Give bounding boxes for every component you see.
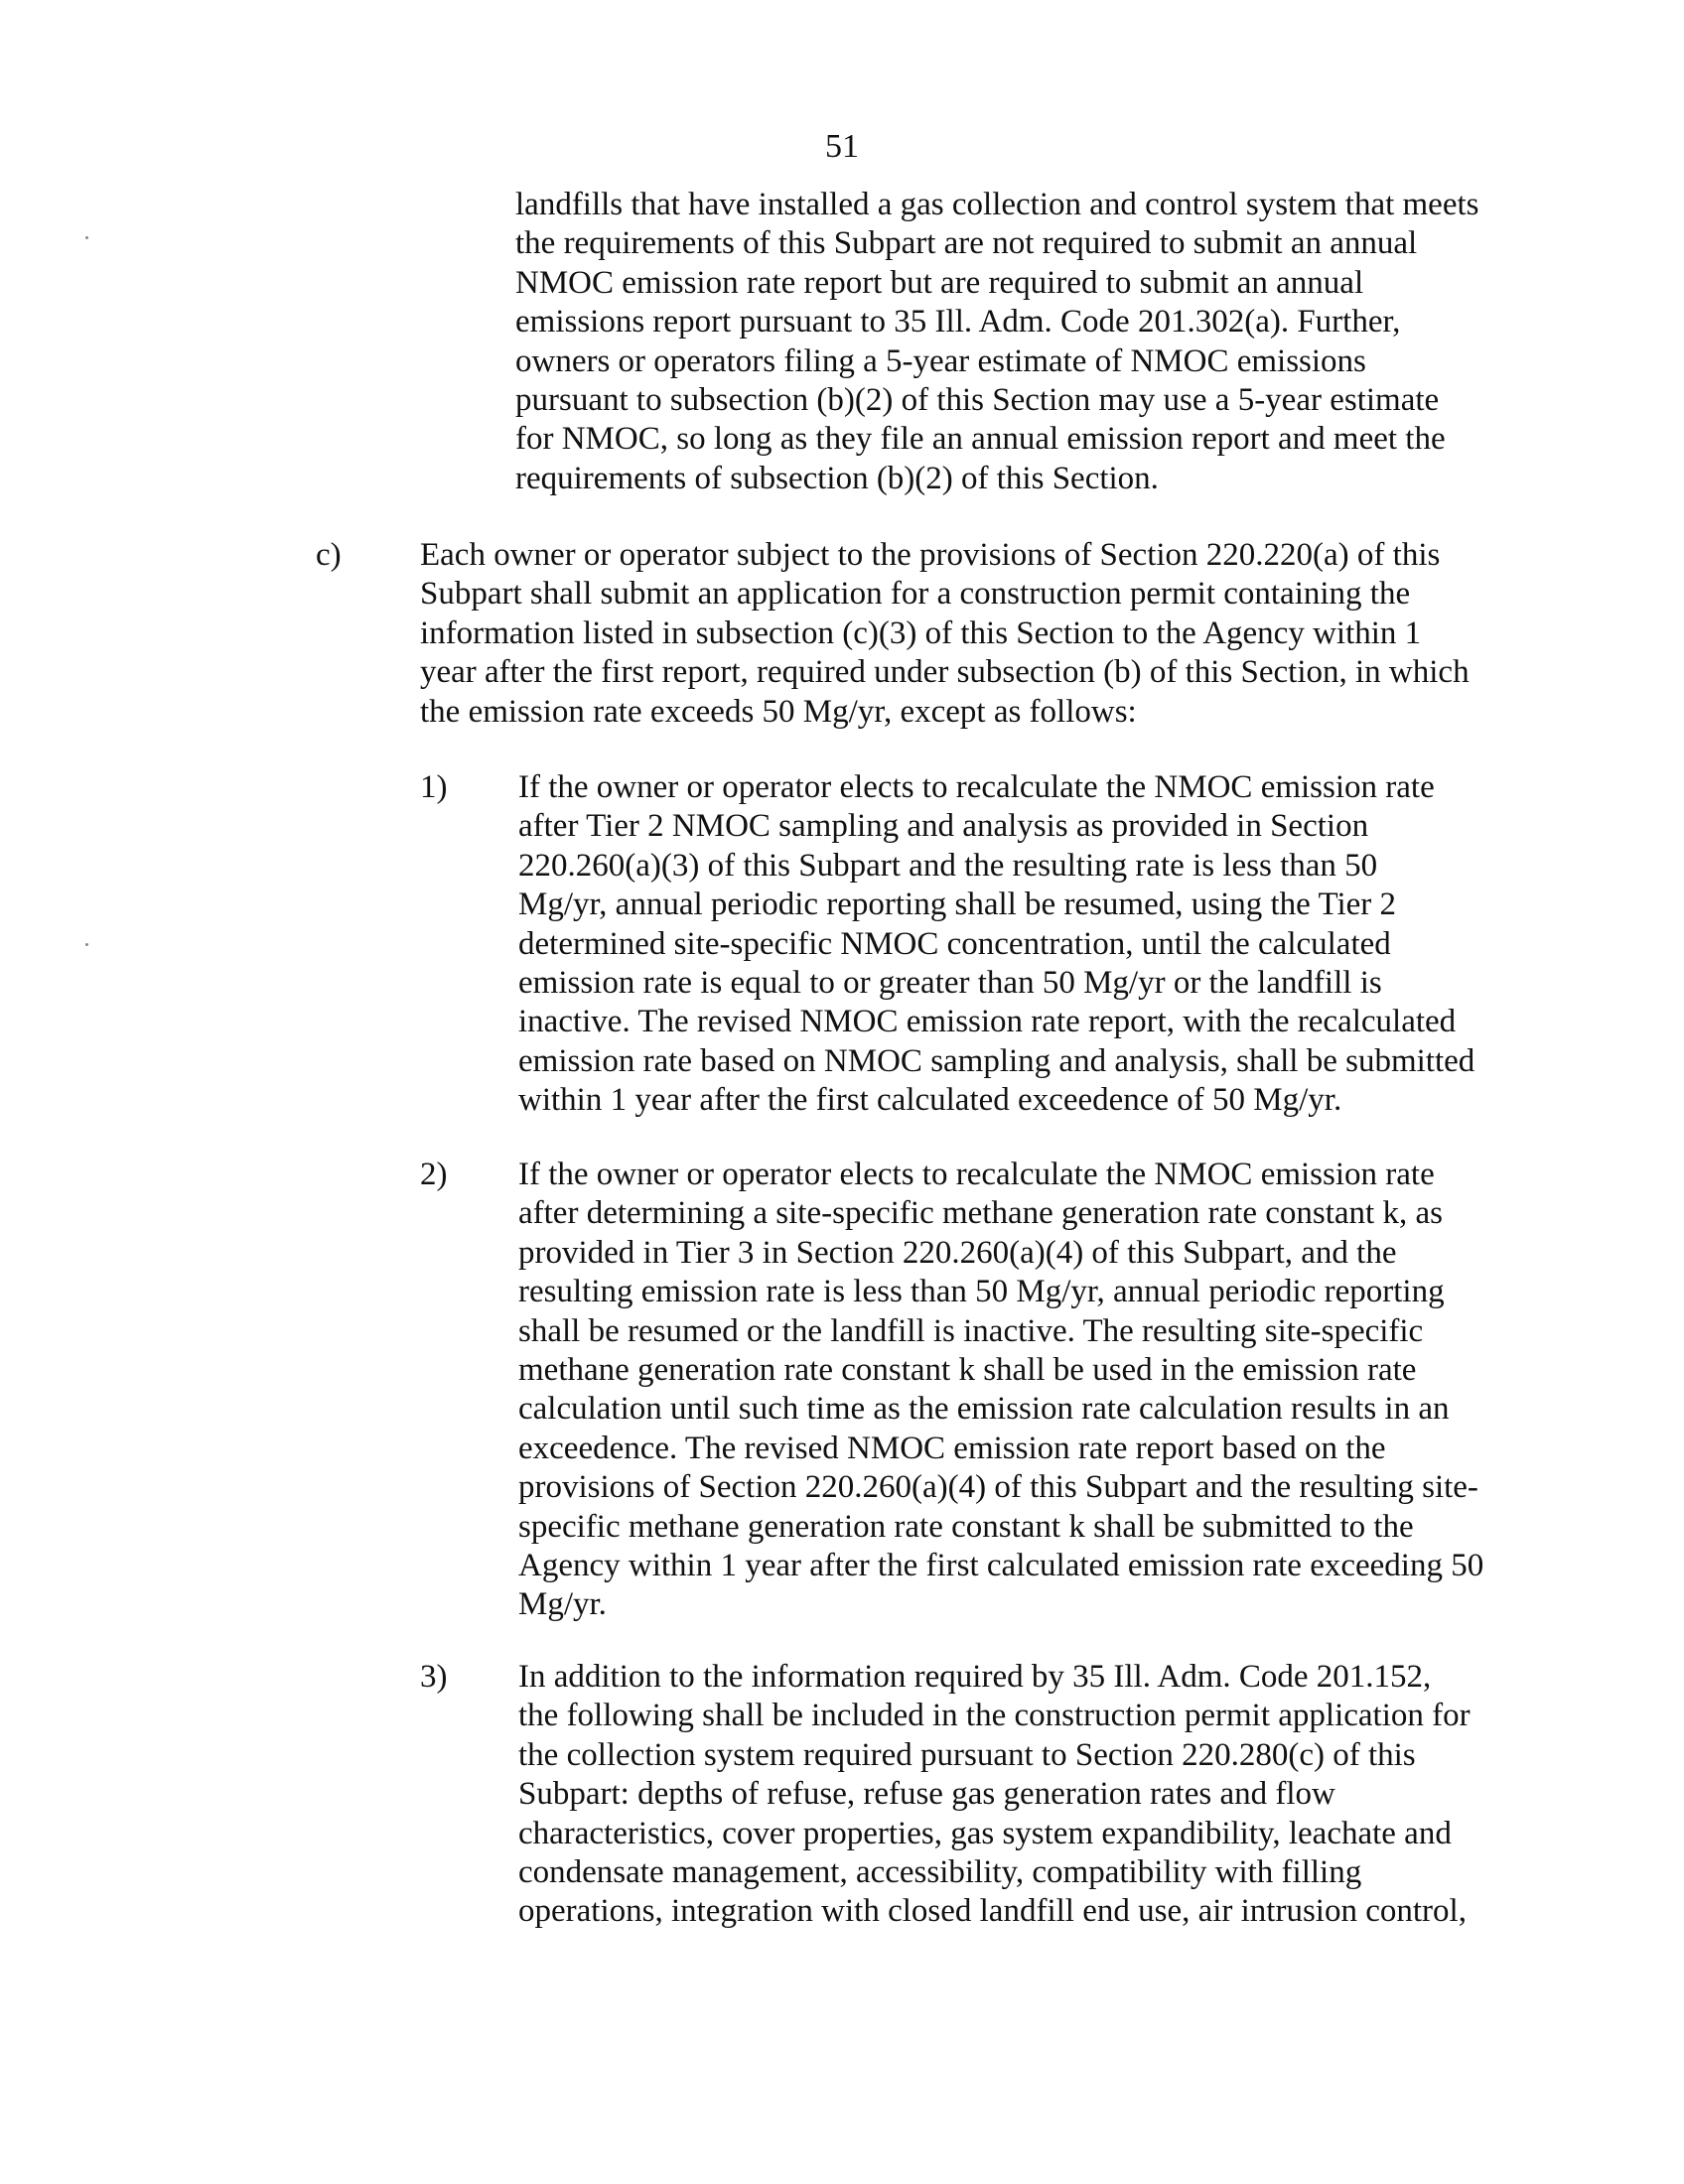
text-line: after determining a site-specific methane generation rate constant k, as: [518, 1195, 1443, 1232]
scan-speck: [85, 236, 88, 239]
text-line: NMOC emission rate report but are required to submit an annual: [515, 264, 1364, 301]
text-line: resulting emission rate is less than 50 Mg/yr, annual periodic reporting: [518, 1274, 1445, 1310]
text-line: emissions report pursuant to 35 Ill. Adm. Code 201.302(a). Further,: [515, 304, 1401, 341]
text-line: methane generation rate constant k shall be used in the emission rate: [518, 1352, 1417, 1389]
text-line: In addition to the information required by 35 Ill. Adm. Code 201.152,: [518, 1659, 1432, 1695]
scan-speck: [85, 943, 88, 946]
text-line: the requirements of this Subpart are not required to submit an annual: [515, 225, 1418, 262]
text-line: Mg/yr.: [518, 1586, 607, 1623]
text-line: operations, integration with closed landfill end use, air intrusion control,: [518, 1893, 1467, 1930]
item-3-marker: 3): [420, 1659, 448, 1695]
text-line: If the owner or operator elects to recalculate the NMOC emission rate: [518, 769, 1435, 805]
text-line: provisions of Section 220.260(a)(4) of this Subpart and the resulting site-: [518, 1469, 1478, 1506]
text-line: shall be resumed or the landfill is inactive. The resulting site-specific: [518, 1312, 1424, 1349]
section-c-paragraph: [420, 536, 1512, 732]
text-line: If the owner or operator elects to recalculate the NMOC emission rate: [518, 1157, 1435, 1192]
item-2-paragraph: [518, 1156, 1511, 1625]
text-line: after Tier 2 NMOC sampling and analysis as provided in Section: [518, 808, 1369, 845]
text-line: Subpart shall submit an application for a construction permit containing the: [420, 576, 1411, 613]
text-line: condensate management, accessibility, compatibility with filling: [518, 1854, 1362, 1891]
text-line: the emission rate exceeds 50 Mg/yr, except as follows:: [420, 693, 1137, 730]
text-line: exceedence. The revised NMOC emission rate report based on the: [518, 1430, 1386, 1466]
item-2-marker: 2): [420, 1157, 448, 1192]
text-line: characteristics, cover properties, gas system expandibility, leachate and: [518, 1815, 1452, 1851]
intro-paragraph: [515, 186, 1508, 498]
text-line: Subpart: depths of refuse, refuse gas generation rates and flow: [518, 1776, 1335, 1813]
text-line: specific methane generation rate constant k shall be submitted to the: [518, 1508, 1414, 1545]
text-line: the following shall be included in the construction permit application for: [518, 1698, 1471, 1734]
text-line: landfills that have installed a gas collection and control system that meets: [515, 187, 1479, 222]
text-line: year after the first report, required under subsection (b) of this Section, in which: [420, 654, 1470, 691]
text-line: pursuant to subsection (b)(2) of this Section may use a 5-year estimate: [515, 382, 1440, 419]
item-1-paragraph: [518, 768, 1511, 1121]
text-line: information listed in subsection (c)(3) of this Section to the Agency within 1: [420, 614, 1422, 651]
text-line: emission rate is equal to or greater than 50 Mg/yr or the landfill is: [518, 965, 1382, 1002]
item-3-paragraph: [518, 1658, 1511, 1932]
text-line: for NMOC, so long as they file an annual emission report and meet the: [515, 421, 1446, 458]
text-line: inactive. The revised NMOC emission rate report, with the recalculated: [518, 1004, 1457, 1040]
text-line: owners or operators filing a 5-year estimate of NMOC emissions: [515, 342, 1366, 379]
text-line: provided in Tier 3 in Section 220.260(a)(4) of this Subpart, and the: [518, 1234, 1397, 1271]
page-number: 51: [825, 128, 859, 165]
text-line: the collection system required pursuant to Section 220.280(c) of this: [518, 1736, 1416, 1773]
text-line: emission rate based on NMOC sampling and analysis, shall be submitted: [518, 1042, 1475, 1079]
text-line: within 1 year after the first calculated exceedence of 50 Mg/yr.: [518, 1082, 1342, 1119]
text-line: Agency within 1 year after the first calculated emission rate exceeding 50: [518, 1548, 1484, 1584]
text-line: determined site-specific NMOC concentration, until the calculated: [518, 925, 1391, 962]
text-line: calculation until such time as the emission rate calculation results in an: [518, 1391, 1450, 1428]
text-line: requirements of subsection (b)(2) of this Section.: [515, 460, 1159, 496]
text-line: 220.260(a)(3) of this Subpart and the resulting rate is less than 50: [518, 847, 1378, 884]
section-c-marker: c): [316, 537, 342, 573]
item-1-marker: 1): [420, 769, 448, 805]
text-line: Mg/yr, annual periodic reporting shall be resumed, using the Tier 2: [518, 887, 1397, 923]
text-line: Each owner or operator subject to the provisions of Section 220.220(a) of this: [420, 537, 1441, 573]
